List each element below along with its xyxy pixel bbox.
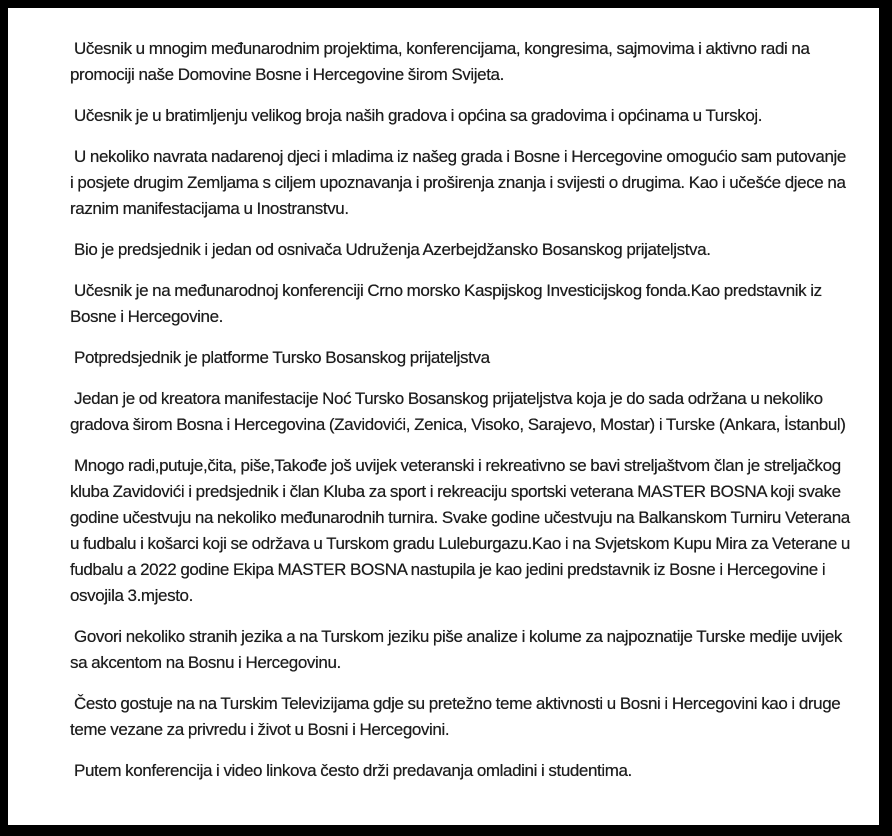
paragraph-manifestation-creator: Jedan je od kreatora manifestacije Noć Tursko Bosanskog prijateljstva koja je do sada održana u nekoliko gradova širom Bosna i Hercegovina (Zavidovići, Zenica, Visoko, Sarajevo, Mostar) i Turske (Ankara, İstanbul) xyxy=(70,389,846,434)
paragraph-lectures: Putem konferencija i video linkova često drži predavanja omladini i studentima. xyxy=(74,761,632,780)
document-body xyxy=(8,8,879,784)
paragraph-vice-president: Potpredsjednik je platforme Tursko Bosanskog prijateljstva xyxy=(74,348,490,367)
paragraph-languages-media: Govori nekoliko stranih jezika a na Turskom jeziku piše analize i kolume za najpoznatije Turske medije uvijek sa akcentom na Bosnu i Hercegovinu. xyxy=(70,627,842,672)
paragraph-projects: Učesnik u mnogim međunarodnim projektima, konferencijama, kongresima, sajmovima i aktivno radi na promociji naše Domovine Bosne i Hercegovine širom Svijeta. xyxy=(70,39,810,84)
paragraph-youth-travel: U nekoliko navrata nadarenoj djeci i mladima iz našeg grada i Bosne i Hercegovine omogućio sam putovanje i posjete drugim Zemljama s ciljem upoznavanja i proširenja znanja i svijesti o drugima. Kao i učešće djece na raznim manifestacijama u Inostranstvu. xyxy=(70,147,846,218)
document-page xyxy=(8,8,879,825)
paragraph-association-founder: Bio je predsjednik i jedan od osnivača Udruženja Azerbejdžansko Bosanskog prijateljstva. xyxy=(74,240,711,259)
paragraph-tv-appearances: Često gostuje na na Turskim Televizijama gdje su pretežno teme aktivnosti u Bosni i Hercegovini kao i druge teme vezane za privredu i život u Bosni i Hercegovini. xyxy=(70,694,841,739)
paragraph-sports-veteran: Mnogo radi,putuje,čita, piše,Takođe još uvijek veteranski i rekreativno se bavi streljaštvom član je streljačkog kluba Zavidovići i predsjednik i član Kluba za sport i rekreaciju sportski veterana MASTER BOSNA koji svake godine učestvuju na nekoliko međunarodnih turnira. Svake godine učestvuju na Balkanskom Turniru Veterana u fudbalu i košarci koji se održava u Turskom gradu Luleburgazu.Kao i na Svjetskom Kupu Mira za Veterane u fudbalu a 2022 godine Ekipa MASTER BOSNA nastupila je kao jedini predstavnik iz Bosne i Hercegovine i osvojila 3.mjesto. xyxy=(70,456,850,605)
paragraph-twinning: Učesnik je u bratimljenju velikog broja naših gradova i općina sa gradovima i općinama u Turskoj. xyxy=(74,106,763,125)
paragraph-conference: Učesnik je na međunarodnoj konferenciji Crno morsko Kaspijskog Investicijskog fonda.Kao predstavnik iz Bosne i Hercegovine. xyxy=(70,281,822,326)
